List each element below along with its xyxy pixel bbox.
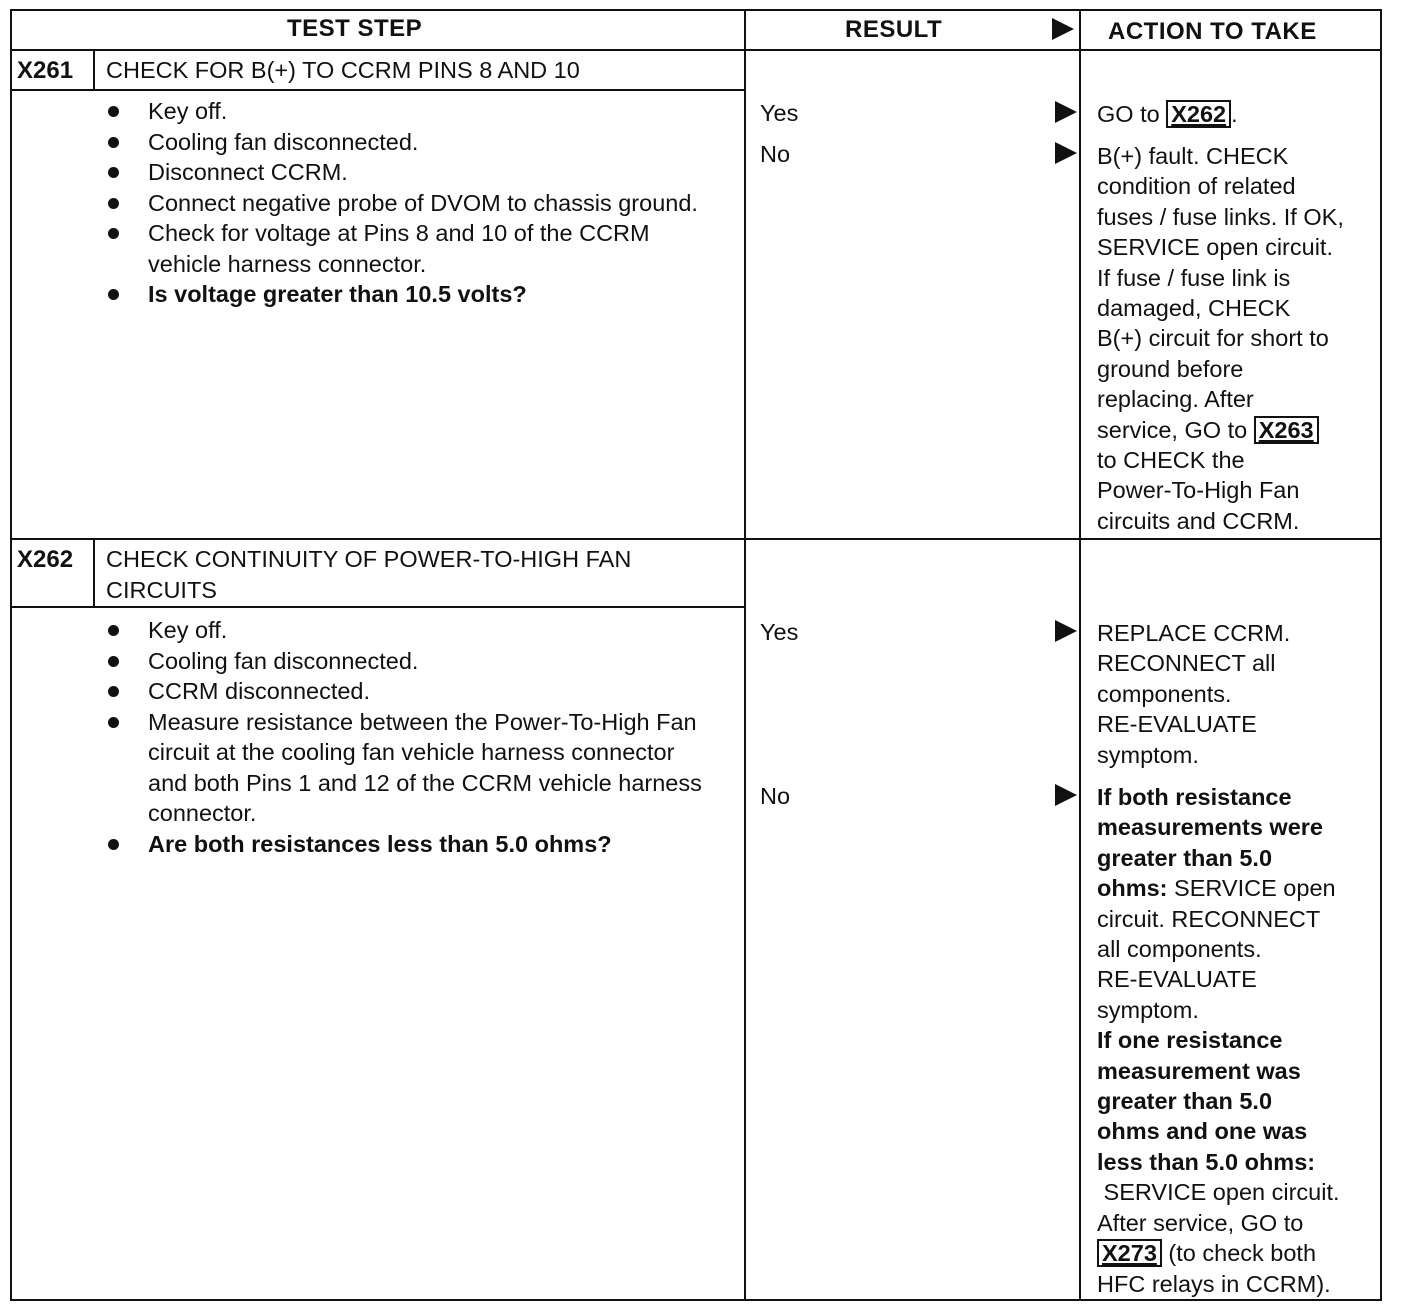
col-divider-result	[744, 9, 746, 1301]
bullet-icon	[108, 198, 119, 209]
list-item: Key off.	[108, 615, 718, 646]
arrow-icon	[1055, 101, 1077, 123]
arrow-icon	[1055, 784, 1077, 806]
row-divider	[10, 538, 1382, 540]
list-item: CCRM disconnected.	[108, 676, 718, 707]
list-item: Cooling fan disconnected.	[108, 127, 708, 158]
action-no-x262: If both resistance measurements were greater than 5.0 ohms: SERVICE open circuit. RECONNECT all components. RE-EVALUATE symptom. If one resistance measurement was greater than 5.0 ohms and one was less than 5.0 ohms: SERVICE open circuit. After service, GO to X273 (to check both HFC relays in CCRM).	[1097, 784, 1340, 1297]
action-no-x261: B(+) fault. CHECK condition of related fuses / fuse links. If OK, SERVICE open circuit. If fuse / fuse link is damaged, CHECK B(+) circuit for short to ground before replacing. After service, GO to X263 to CHECK the Power-To-High Fan circuits and CCRM.	[1097, 143, 1344, 534]
step-link-x263[interactable]: X263	[1254, 416, 1319, 444]
step-title-x261: CHECK FOR B(+) TO CCRM PINS 8 AND 10	[106, 57, 580, 83]
step-id-x262: X262	[17, 546, 74, 573]
list-item: Cooling fan disconnected.	[108, 646, 718, 677]
arrow-icon	[1055, 142, 1077, 164]
header-action: ACTION TO TAKE	[1108, 18, 1317, 45]
x261-title-underline	[10, 89, 746, 91]
header-divider	[10, 49, 1382, 51]
bullet-icon	[108, 228, 119, 239]
step-id-x261: X261	[17, 57, 74, 84]
step-bullets-x261	[108, 96, 708, 310]
action-yes-x261: GO to X262 .	[1097, 101, 1238, 127]
header-test-step: TEST STEP	[287, 15, 423, 42]
list-item: Measure resistance between the Power-To-High Fan circuit at the cooling fan vehicle harness connector and both Pins 1 and 12 of the CCRM vehicle harness connector.	[108, 707, 718, 829]
header-result: RESULT	[845, 16, 943, 43]
col-divider-action	[1079, 9, 1081, 1301]
bullet-icon	[108, 839, 119, 850]
step-title-x262: CHECK CONTINUITY OF POWER-TO-HIGH FAN CIRCUITS	[106, 546, 632, 603]
action-yes-x262: REPLACE CCRM. RECONNECT all components. RE-EVALUATE symptom.	[1097, 620, 1291, 768]
list-item: Is voltage greater than 10.5 volts?	[108, 279, 708, 310]
step-link-x273[interactable]: X273	[1097, 1239, 1162, 1267]
list-item: Key off.	[108, 96, 708, 127]
x262-title-underline	[10, 606, 746, 608]
bullet-icon	[108, 167, 119, 178]
bullet-icon	[108, 289, 119, 300]
list-item: Check for voltage at Pins 8 and 10 of the CCRM vehicle harness connector.	[108, 218, 708, 279]
result-no-x262: No	[760, 783, 791, 809]
list-item: Connect negative probe of DVOM to chassis ground.	[108, 188, 708, 219]
list-item: Disconnect CCRM.	[108, 157, 708, 188]
step-id-divider-x261	[93, 51, 95, 89]
result-yes-x261: Yes	[760, 100, 799, 126]
bullet-icon	[108, 625, 119, 636]
arrow-icon	[1055, 620, 1077, 642]
bullet-icon	[108, 717, 119, 728]
bullet-icon	[108, 686, 119, 697]
step-bullets-x262	[108, 615, 718, 859]
header-arrow-icon	[1052, 18, 1074, 40]
result-yes-x262: Yes	[760, 619, 799, 645]
result-no-x261: No	[760, 141, 791, 167]
bullet-icon	[108, 106, 119, 117]
step-id-divider-x262	[93, 540, 95, 606]
bullet-icon	[108, 656, 119, 667]
list-item: Are both resistances less than 5.0 ohms?	[108, 829, 718, 860]
bullet-icon	[108, 137, 119, 148]
step-link-x262[interactable]: X262	[1166, 100, 1231, 128]
